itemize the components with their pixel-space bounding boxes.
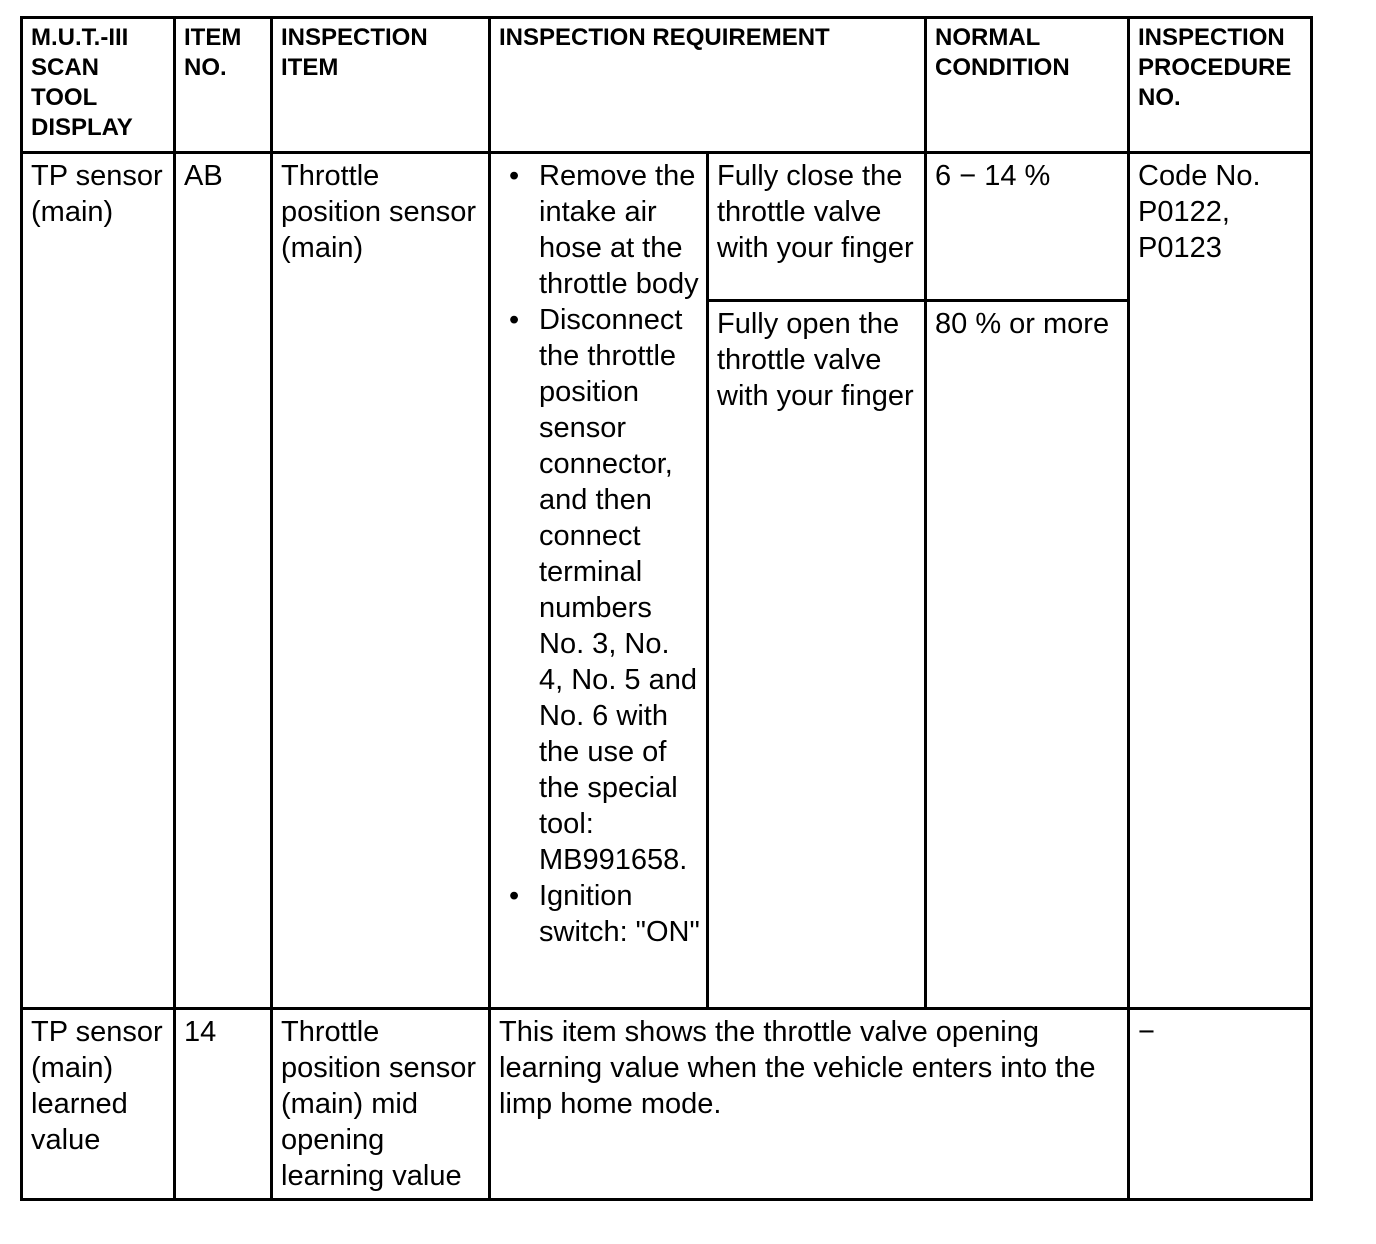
list-item: • Disconnect the throttle position sensor connector, and then connect terminal numbers No. 3, No. 4, No. 5 and No. 6 with the use of the special tool: MB991658. (539, 302, 700, 878)
table-row (22, 153, 1312, 301)
header-normal-condition: NORMAL CONDITION (926, 18, 1129, 153)
row1-procedure: Code No. P0122, P0123 (1129, 153, 1312, 1009)
header-item-no: ITEM NO. (175, 18, 272, 153)
condition-open-state: Fully open the throttle valve with your finger (708, 301, 926, 1009)
row2-item-no: 14 (175, 1009, 272, 1200)
inspection-table (20, 16, 1313, 1201)
row2-display: TP sensor (main) learned value (22, 1009, 175, 1200)
row2-description: This item shows the throttle valve opening learning value when the vehicle enters into the limp home mode. (490, 1009, 1129, 1200)
row1-display: TP sensor (main) (22, 153, 175, 1009)
row1-inspection-item: Throttle position sensor (main) (272, 153, 490, 1009)
header-inspection-item: INSPECTION ITEM (272, 18, 490, 153)
header-procedure-no: INSPECTION PROCEDURE NO. (1129, 18, 1312, 153)
header-requirement: INSPECTION REQUIREMENT (490, 18, 926, 153)
requirement-list (499, 158, 700, 950)
condition-close-normal: 6 − 14 % (926, 153, 1129, 301)
list-item: • Remove the intake air hose at the throttle body (539, 158, 700, 302)
header-display: M.U.T.-III SCAN TOOL DISPLAY (22, 18, 175, 153)
row1-item-no: AB (175, 153, 272, 1009)
condition-open-normal: 80 % or more (926, 301, 1129, 1009)
row2-inspection-item: Throttle position sensor (main) mid opening learning value (272, 1009, 490, 1200)
table-row (22, 1009, 1312, 1200)
row1-requirements (490, 153, 708, 1009)
header-row (22, 18, 1312, 153)
row2-procedure: − (1129, 1009, 1312, 1200)
list-item: • Ignition switch: "ON" (539, 878, 700, 950)
condition-close-state: Fully close the throttle valve with your finger (708, 153, 926, 301)
